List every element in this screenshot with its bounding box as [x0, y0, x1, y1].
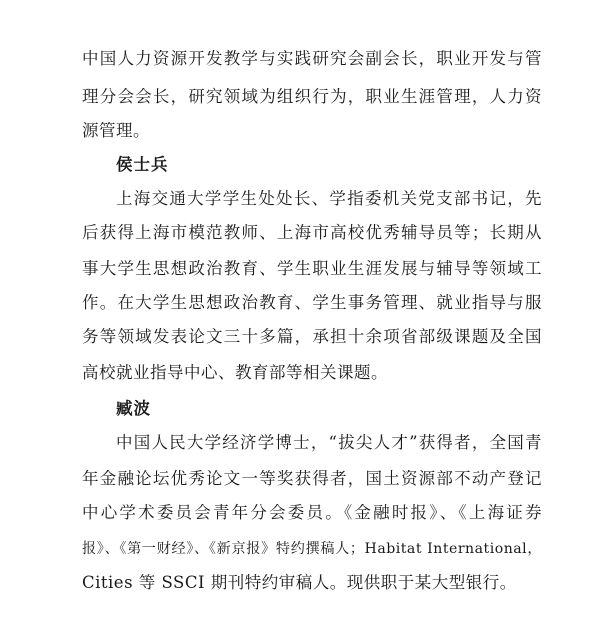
bio-line: 高校就业指导中心、教育部等相关课题。: [82, 363, 388, 382]
bio-line: 务等领域发表论文三十多篇，承担十余项省部级课题及全国: [82, 327, 542, 346]
intro-line: 理分会会长，研究领域为组织行为，职业生涯管理，人力资: [82, 87, 542, 106]
bio-line: 上海交通大学学生处处长、学指委机关党支部书记，先: [116, 189, 542, 208]
bio-line: 后获得上海市模范教师、上海市高校优秀辅导员等；长期从: [82, 223, 542, 242]
bio-line: 年金融论坛优秀论文一等奖获得者，国土资源部不动产登记: [82, 469, 542, 488]
intro-line: 源管理。: [82, 121, 150, 140]
person-name-zang-bo: 臧波: [116, 399, 151, 418]
person-name-hou-shibing: 侯士兵: [116, 155, 169, 174]
bio-line: 作。在大学生思想政治教育、学生事务管理、就业指导与服: [82, 293, 542, 312]
bio-line: 事大学生思想政治教育、学生职业生涯发展与辅导等领域工: [82, 259, 542, 278]
bio-line: Cities 等 SSCI 期刊特约审稿人。现供职于某大型银行。: [82, 573, 517, 592]
bio-line: 中心学术委员会青年分会委员。《金融时报》、《上海证券: [82, 503, 542, 522]
bio-line: 报》、《第一财经》、《新京报》特约撰稿人；Habitat International，: [82, 541, 542, 557]
intro-line: 中国人力资源开发教学与实践研究会副会长，职业开发与管: [82, 49, 542, 68]
bio-line: 中国人民大学经济学博士，“拔尖人才”获得者，全国青: [116, 433, 542, 452]
